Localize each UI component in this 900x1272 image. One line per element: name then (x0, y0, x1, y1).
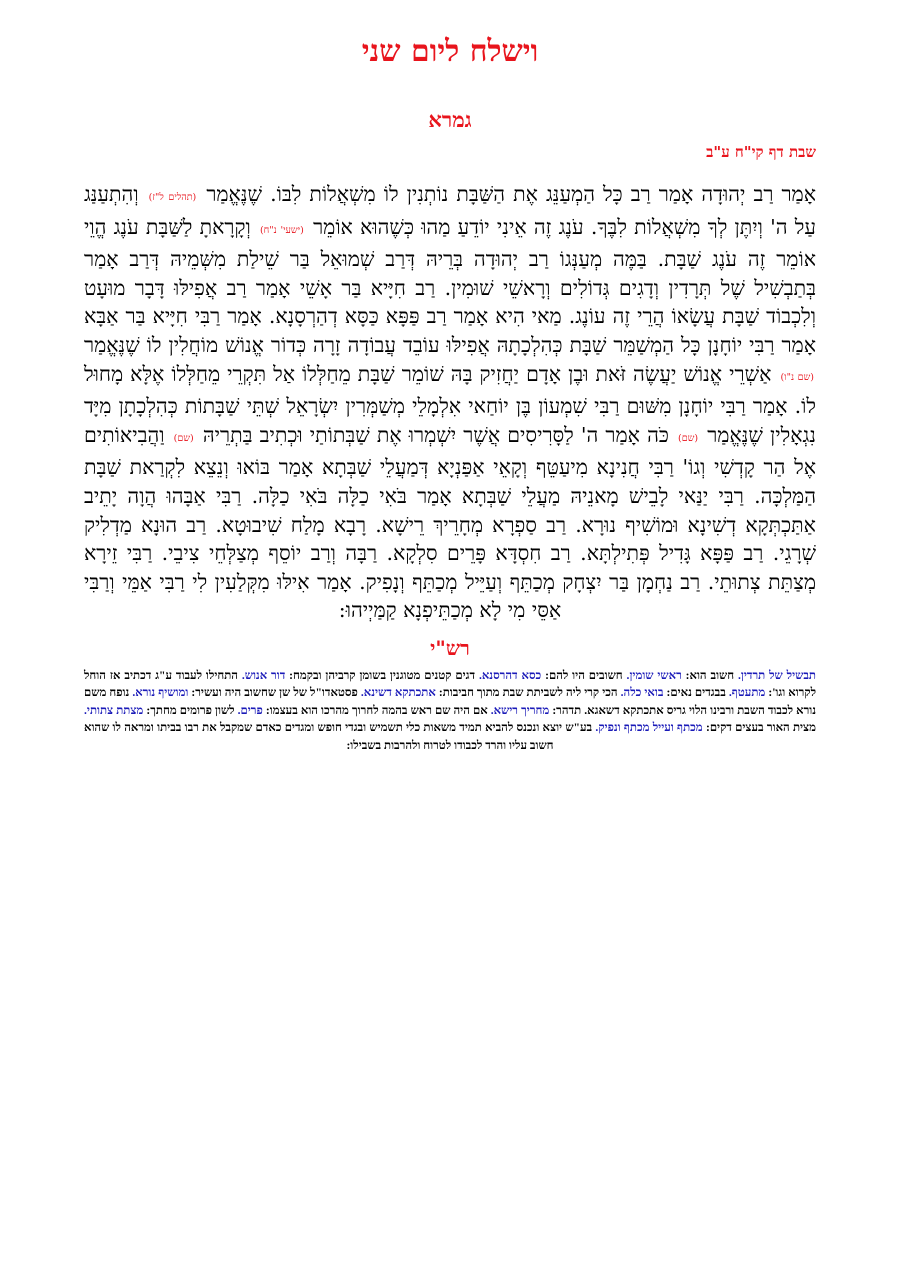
page (84, 0, 816, 754)
rashi-explanation: הכי קרי ליה לשביתת שבת מתוך חביבות: (435, 686, 621, 700)
rashi-explanation: חשוב הוא: (681, 668, 738, 682)
page-title: וישלח ליום שני (361, 34, 539, 69)
rashi-dibbur-hamatchil: מתעטף. (728, 686, 766, 700)
rashi-commentary (84, 667, 816, 754)
rashi-dibbur-hamatchil: ומושיף נורא. (132, 686, 189, 700)
rashi-explanation: נופח משם נורא לכבוד השבת ורבינו הלוי גריס אתכתקא דשאגא. תדהר: (84, 686, 817, 717)
rashi-explanation: מצית האור בעצים דקים: (702, 721, 817, 735)
rashi-explanation: בע"ש יוצא ונכנס להביא תמיד משאות כלי תשמיש ובגדי חופש ומגדים כאדם שמקבל את רבו בביתו ומראה לו שהוא חשוב עליו והרד לכבודו לטרוח ולהרבות בשבילו: (84, 721, 596, 752)
rashi-explanation: לשון פרומים מחתך: (143, 703, 238, 717)
gemara-segment: אַשְׁרֵי אֱנוֹשׁ יַעֲשֶׂה זֹּאת וּבֶן אָדָם יַחֲזִיק בָּהּ שׁוֹמֵר שַׁבָּת מֵחַלְּלוֹ אַל תִּקְרֵי מֵחַלְּלוֹ אֶלָּא מָחוּל לוֹ. אָמַר רַבִּי יוֹחָנָן מִשּׁוּם רַבִּי שִׁמְעוֹן בֶּן יוֹחַאי אִלְמָלֵי מְשַׁמְּרִין יִשְׂרָאֵל שְׁתֵּי שַׁבָּתוֹת כְּהִלְכָתָן מִיָּד נִגְאָלִין שֶׁנֶּאֱמַר (84, 361, 816, 447)
rashi-explanation: התחילו לעבוד ע"ג דכתיב אז הוחל לקרוא וגו': (84, 668, 816, 700)
rashi-dibbur-hamatchil: מכתף ועייל מכתף ונפיק. (595, 721, 703, 735)
rashi-dibbur-hamatchil: תבשיל של תרדין. (738, 668, 816, 682)
gemara-segment: כֹּה אָמַר ה' לַסָּרִיסִים אֲשֶׁר יִשְׁמְרוּ אֶת שַׁבְּתוֹתַי וּכְתִיב בַּתְרֵיהּ (202, 422, 669, 447)
gemara-segment: וְהִתְעַנַּג עַל ה' וְיִתֶּן לְךָ מִשְׁאֲלוֹת לִבֶּךָ. עֹנֶג זֶה אֵינִי יוֹדֵעַ מַהוּ כְּשֶׁהוּא אוֹמֵר (84, 182, 816, 239)
rashi-dibbur-hamatchil: ראשי שומין. (626, 668, 682, 682)
verse-reference: (ישעי' נ"ח) (259, 224, 304, 236)
rashi-dibbur-hamatchil: מחריך רישא. (490, 703, 550, 717)
rashi-dibbur-hamatchil: מצתת צתותי. (84, 703, 144, 717)
rashi-heading: רש"י (430, 635, 470, 660)
verse-reference: (תהלים ל"ז) (148, 192, 197, 203)
verse-reference: (שם) (173, 432, 194, 444)
gemara-segment: אָמַר רַב יְהוּדָה אָמַר רַב כָּל הַמְעַנֵּג אֶת הַשַּׁבָּת נוֹתְנִין לוֹ מִשְׁאֲלוֹת לִבּוֹ. שֶׁנֶּאֱמַר (206, 182, 817, 206)
gemara-heading: גמרא (428, 107, 472, 132)
rashi-explanation: דגים קטנים מטוגנין בשומן קרביהן ובקמח: (285, 668, 479, 682)
rashi-explanation: בבגדים נאים: (663, 686, 729, 700)
rashi-dibbur-hamatchil: דור אנוש. (241, 668, 286, 682)
verse-reference: (שם נ"ו) (780, 371, 814, 383)
source-reference: שבת דף קי"ח ע"ב (706, 143, 816, 161)
rashi-dibbur-hamatchil: כסא דהרסנא. (478, 668, 542, 682)
rashi-explanation: פסטאדו"ל של שן שחשוב היה ועשיר: (188, 686, 361, 700)
rashi-dibbur-hamatchil: פרים. (237, 703, 263, 717)
rashi-explanation: אם היה שם ראש בהמה לחרוך מהרכו הוא בעצמו: (262, 703, 491, 717)
gemara-text (84, 180, 816, 625)
rashi-explanation: חשובים היו להם: (541, 668, 627, 682)
gemara-segment: וְקָרָאתָ לַשַּׁבָּת עֹנֶג הֱוֵי אוֹמֵר זֶה עֹנֶג שַׁבָּת. בַּמֶּה מְעַנְּגוֹ רַב יְהוּדָה בְּרֵיהּ דְּרַב שְׁמוּאֵל בַּר שֵׁילַת מִשְּׁמֵיהּ דְּרַב אָמַר בְּתַבְשִׁיל שֶׁל תְּרָדִין וְדָגִים גְּדוֹלִים וְרָאשֵׁי שׁוּמִין. רַב חִיָּיא בַּר אָשֵׁי אָמַר רַב אֲפִילּוּ דָּבָר מוּעָט וְלִכְבוֹד שַׁבָּת עֲשָׂאוֹ הֲרֵי זֶה עוֹנֶג. מַאי הִיא אָמַר רַב פַּפָּא כַּסָּא דְהַרְסָנָא. אָמַר רַבִּי חִיָּיא בַּר אַבָּא אָמַר רַבִּי יוֹחָנָן כָּל הַמְשַׁמֵּר שַׁבָּת כְּהִלְכָתָהּ אֲפִילּוּ עוֹבֵד עֲבוֹדָה זָרָה כְּדוֹר אֱנוֹשׁ מוֹחֲלִין לוֹ שֶׁנֶּאֱמַר (84, 214, 816, 357)
gemara-segment: וַהֲבִיאוֹתִים אֶל הַר קָדְשִׁי וְגוֹ' רַבִּי חֲנִינָא מִיעַטֵּף וְקָאֵי אַפַּנְיָא דְּמַעֲלֵי שַׁבְּתָא אָמַר בּוֹאוּ וְנֵצֵא לִקְרַאת שַׁבָּת הַמַּלְכָּה. רַבִּי יַנַּאי לָבֵישׁ מָאנֵיהּ מַעֲלֵי שַׁבְּתָא אָמַר בֹּאִי כַלָּה בֹּאִי כַלָּה. רַבִּי אַבָּהוּ הֲוָה יָתֵיב אַתַּכְתְּקָא דְשִׁינָא וּמוֹשִׁיף נוּרָא. רַב סַפְרָא מְחָרֵיךְ רֵישָׁא. רָבָא מָלַח שִׁיבוּטָא. רַב הוּנָא מַדְלִיק שְׁרָגֵי. רַב פַּפָּא גָּדִיל פְּתִילְתָּא. רַב חִסְדָּא פָּרֵים סִלְקָא. רַבָּה וְרַב יוֹסֵף מְצַלְּחֵי צִיבֵי. רַבִּי זֵירָא מְצַתֵּת צְתוּתֵי. רַב נַחְמָן בַּר יִצְחָק מְכַתֵּף וְעַיֵּיל מְכַתֵּף וְנָפִיק. אָמַר אִילּוּ מִקְּלַעִין לִי רַבִּי אַמֵּי וְרַבִּי אַסֵּי מִי לָא מְכַתֵּיפְנָא קַמַּיְיהוּ: (84, 422, 816, 623)
verse-reference: (שם) (678, 432, 699, 444)
rashi-dibbur-hamatchil: אתכתקא דשינא. (360, 686, 436, 700)
rashi-dibbur-hamatchil: בואי כלה. (620, 686, 664, 700)
